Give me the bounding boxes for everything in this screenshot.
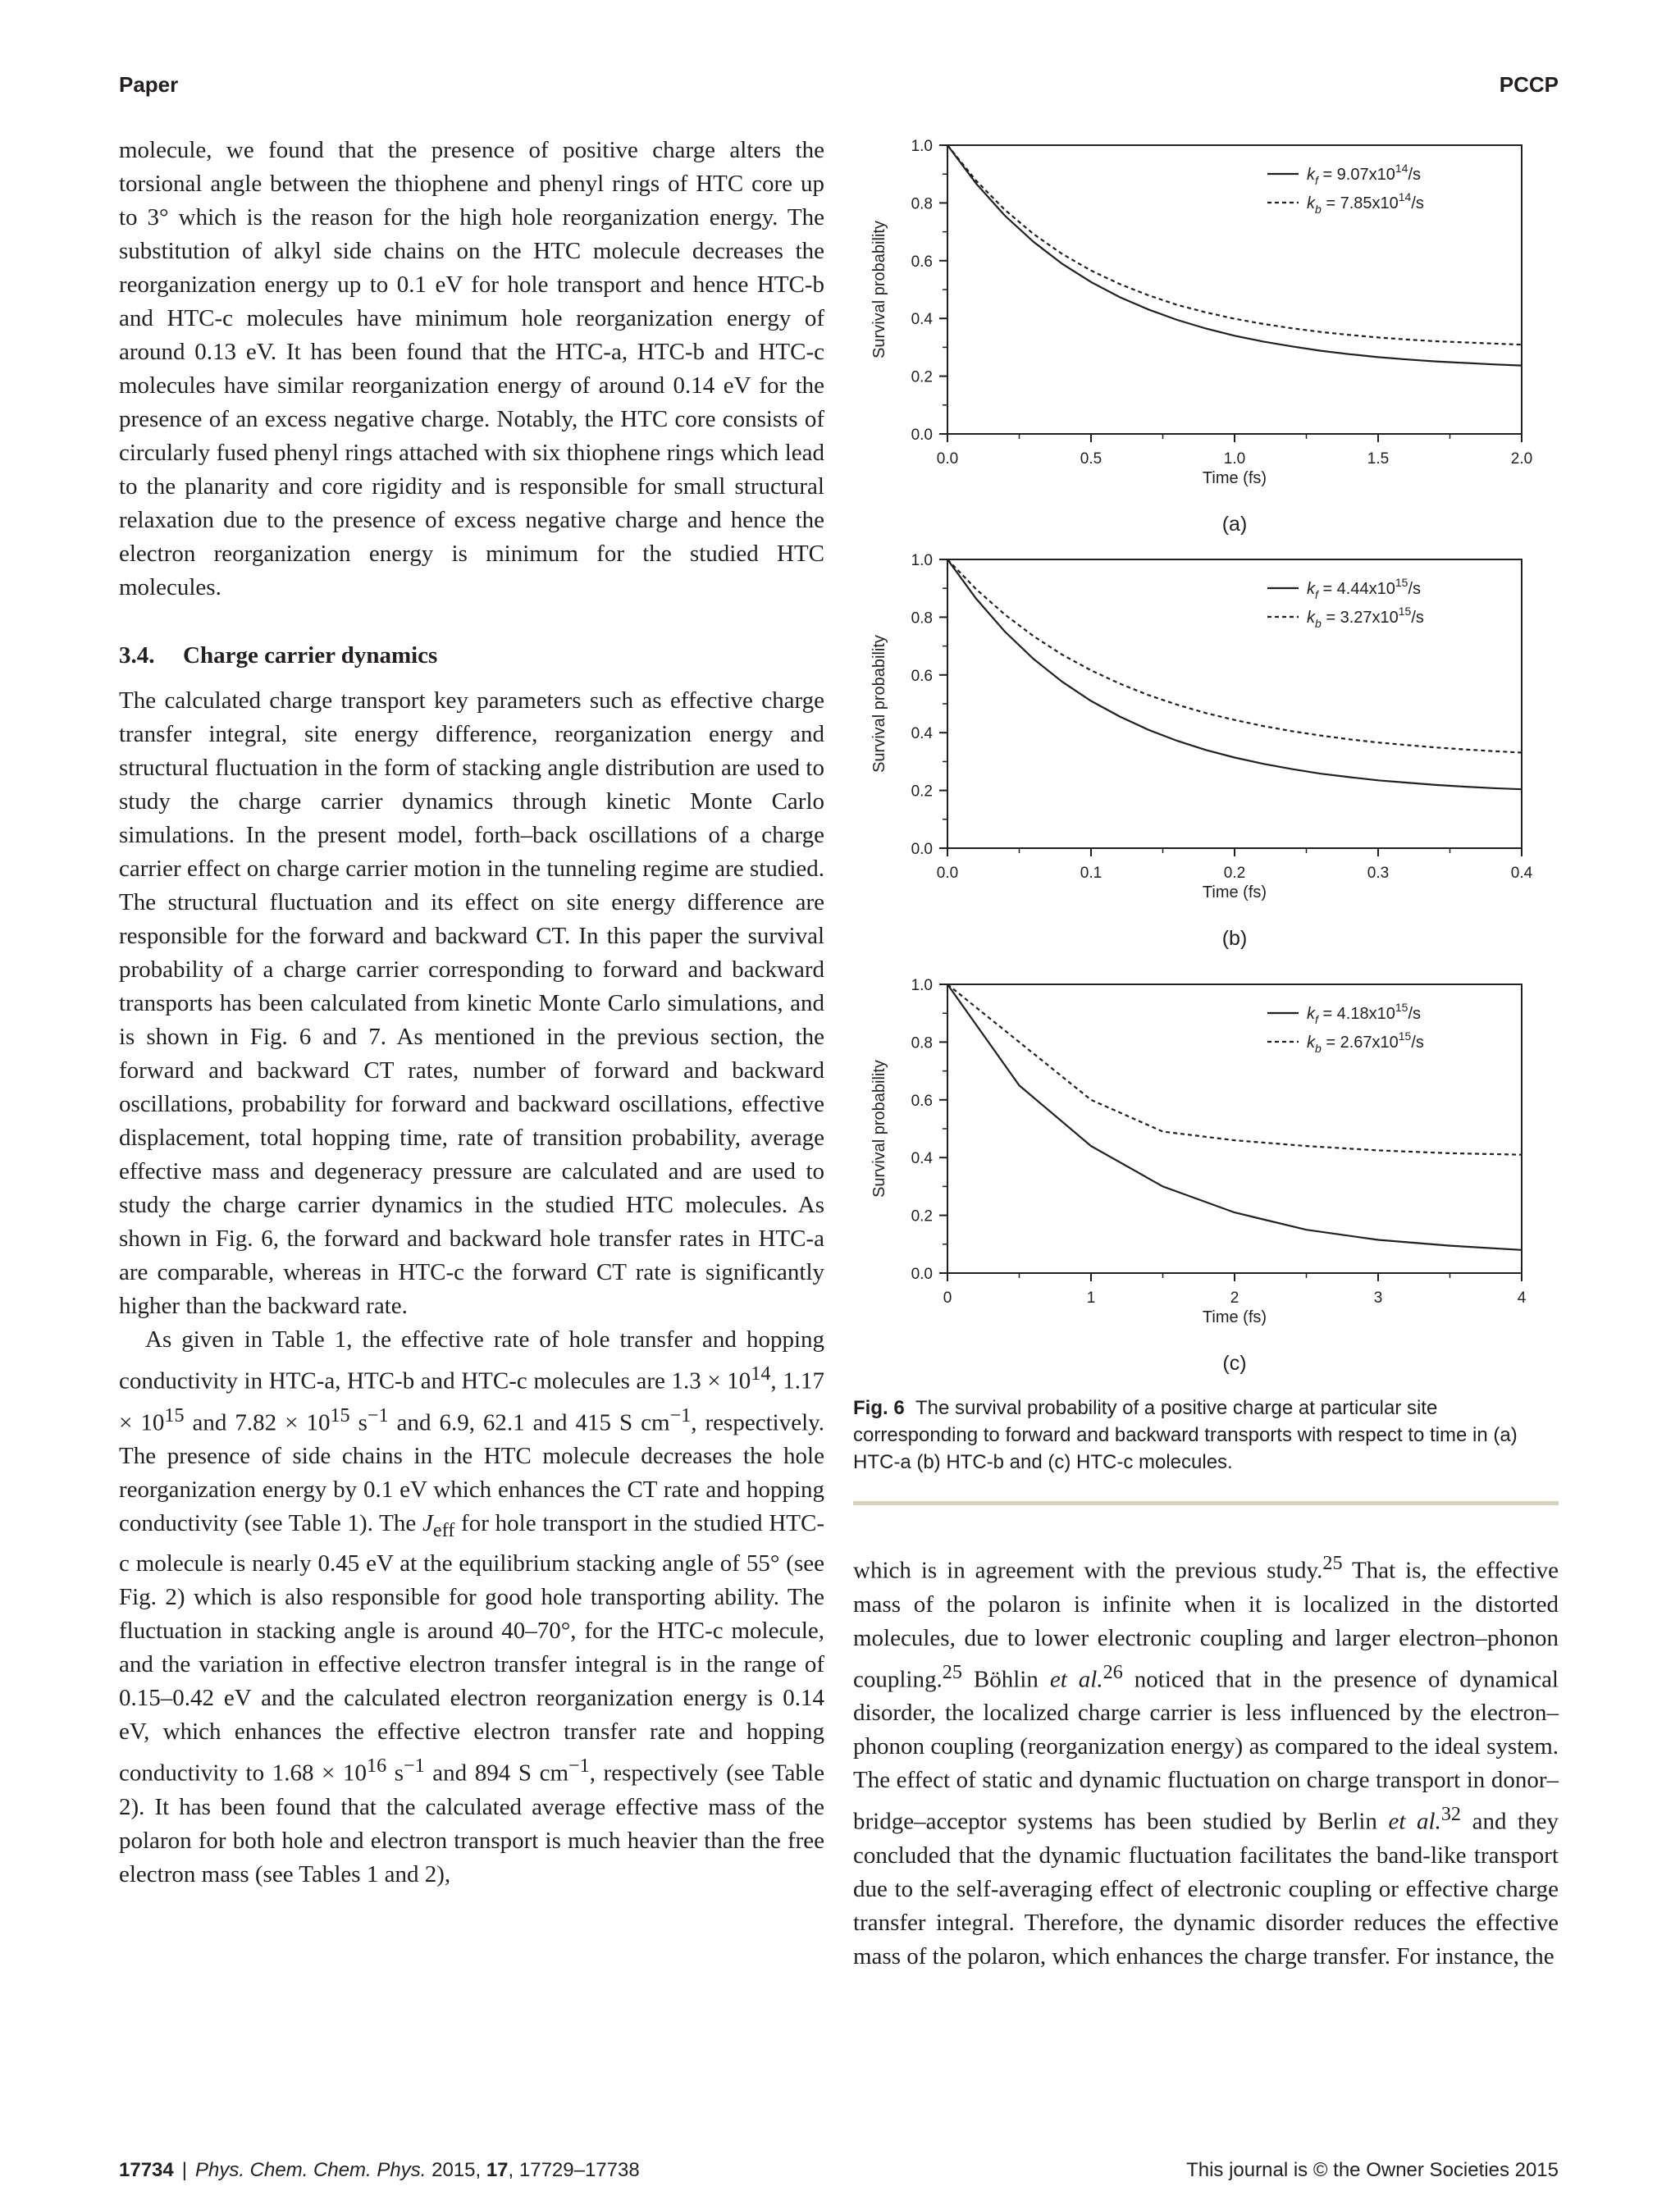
figure-panel-a [853,135,1567,545]
figure-caption [853,1394,1559,1476]
section-number: 3.4. [119,642,155,669]
x-tick-label: 4 [1517,1289,1527,1307]
y-tick-label: 0.2 [911,368,933,386]
y-tick-label: 0.2 [911,783,933,801]
legend-entry: $k_b = 3.27x10^{15}/s$ [1307,605,1424,630]
legend-entry: $k_b = 2.67x10^{15}/s$ [1307,1029,1424,1055]
x-tick-label: 1.5 [1367,450,1390,468]
x-tick-label: 1.0 [1223,450,1246,468]
legend-entry: $k_f = 9.07x10^{14}/s$ [1307,162,1421,187]
footer-copyright: This journal is © the Owner Societies 2015 [1186,2159,1559,2181]
y-tick-label: 1.0 [911,552,933,569]
y-tick-label: 1.0 [911,138,933,155]
x-tick-label: 0.2 [1223,865,1246,882]
x-tick-label: 2 [1230,1289,1239,1307]
header-section-label: Paper [119,72,179,97]
figure-panel-c [853,974,1567,1385]
y-tick-label: 0.8 [911,1034,933,1052]
x-axis-label: Time (fs) [1202,883,1267,901]
legend-entry: $k_b = 7.85x10^{14}/s$ [1307,190,1424,216]
x-tick-label: 0 [943,1289,952,1307]
x-tick-label: 1 [1086,1289,1096,1307]
y-tick-label: 0.4 [911,725,933,743]
chart-c [853,974,1567,1385]
series-line-backward [947,145,1522,345]
y-tick-label: 0.6 [911,667,933,685]
x-tick-label: 0.3 [1367,865,1390,882]
caption-rule [853,1501,1559,1505]
right-column [853,1546,1559,1974]
legend-entry: $k_f = 4.18x10^{15}/s$ [1307,1001,1421,1026]
figure-panel-b [853,550,1567,960]
y-tick-label: 0.4 [911,311,933,329]
section-title: Charge carrier dynamics [183,642,438,669]
x-tick-label: 0.0 [936,450,959,468]
y-tick-label: 0.8 [911,609,933,628]
caption-label: Fig. 6 [853,1397,905,1419]
panel-label: (c) [1222,1352,1247,1375]
plot-frame [947,559,1522,848]
x-tick-label: 0.0 [936,865,959,882]
x-tick-label: 0.5 [1080,450,1102,468]
series-line-forward [947,984,1522,1250]
paragraph: The calculated charge transport key parameters such as effective charge transfer integral, site energy difference, reorganization energy and structural fluctuation in the form of stacking angle distribution are used to study the charge carrier dynamics through kinetic Monte Carlo simulations. In the present model, forth–back oscillations of a charge carrier effect on charge carrier motion in the tunneling regime are studied. The structural fluctuation and its effect on site energy difference are responsible for the forward and backward CT. In this paper the survival probability of a charge carrier corresponding to forward and backward transports has been calculated from kinetic Monte Carlo simulations, and is shown in Fig. 6 and 7. As mentioned in the previous section, the forward and backward CT rates, number of forward and backward oscillations, probability for forward and backward oscillations, effective displacement, total hopping time, rate of transition probability, average effective mass and degeneracy pressure are calculated and are used to study the charge carrier dynamics in the studied HTC molecules. As shown in Fig. 6, the forward and backward hole transfer rates in HTC-a are comparable, whereas in HTC-c the forward CT rate is significantly higher than the backward rate. [119,687,824,1319]
x-tick-label: 2.0 [1510,450,1533,468]
series-line-backward [947,984,1522,1155]
header-journal-label: PCCP [1499,72,1559,97]
chart-b [853,550,1567,960]
y-tick-label: 0.0 [911,1266,933,1283]
caption-text: The survival probability of a positive charge at particular site corresponding to forward and backward transports with respect to time in (a) HTC-a (b) HTC-b and (c) HTC-c molecules. [853,1397,1518,1473]
x-axis-label: Time (fs) [1202,469,1267,487]
paragraph: which is in agreement with the previous study.$^{25}$ That is, the effective mass of the polaron is infinite when it is localized in the distorted molecules, due to lower electronic coupling and larger electron–phonon coupling.$^{25}$ Böhlin et al.$^{26}$ noticed that in the presence of dynamical disorder, the localized charge carrier is less influenced by the electron–phonon coupling (reorganization energy) as compared to the ideal system. The effect of static and dynamic fluctuation on charge transport in donor–bridge–acceptor systems has been studied by Berlin et al.$^{32}$ and they concluded that the dynamic fluctuation facilitates the band-like transport due to the self-averaging effect of electronic coupling or effective charge transfer integral. Therefore, the dynamic disorder reduces the effective mass of the polaron, which enhances the charge transfer. For instance, the [853,1552,1559,1970]
section-heading [119,639,824,673]
y-axis-label: Survival probability [870,635,888,773]
panel-label: (a) [1221,513,1248,536]
paragraph: As given in Table 1, the effective rate of hole transfer and hopping conductivity in HTC-a, HTC-b and HTC-c molecules are $1.3 \times 10^{14}$, $1.17 \times 10^{15}$ and $7.82 \times 10^{15}$ $s^{-1}$ and 6.9, 62.1 and 415 S $cm^{-1}$, respectively. The presence of side chains in the HTC molecule decreases the hole reorganization energy by 0.1 eV which enhances the CT rate and hopping conductivity (see Table 1). The $J_{eff}$ for hole transport in the studied HTC-c molecule is nearly 0.45 eV at the equilibrium stacking angle of 55° (see Fig. 2) which is also responsible for good hole transporting ability. The fluctuation in stacking angle is around 40–70°, for the HTC-c molecule, and the variation in effective electron transfer integral is in the range of 0.15–0.42 eV and the calculated electron reorganization energy is 0.14 eV, which enhances the effective electron transfer rate and hopping conductivity to $1.68 \times 10^{16}$ $s^{-1}$ and 894 S $cm^{-1}$, respectively (see Table 2). It has been found that the calculated average effective mass of the polaron for both hole and electron transport is much heavier than the free electron mass (see Tables 1 and 2), [119,1326,825,1887]
y-tick-label: 0.0 [911,841,933,858]
y-tick-label: 0.2 [911,1207,933,1226]
y-axis-label: Survival probability [870,221,888,358]
y-tick-label: 0.8 [911,195,933,213]
journal-name: Phys. Chem. Chem. Phys. [194,2159,427,2181]
x-tick-label: 0.1 [1080,865,1102,882]
plot-frame [947,145,1522,434]
plot-frame [947,984,1522,1273]
chart-a [853,135,1567,545]
y-tick-label: 0.6 [911,1092,933,1110]
series-line-forward [947,145,1522,366]
y-tick-label: 1.0 [911,977,933,994]
x-tick-label: 0.4 [1510,865,1533,882]
y-axis-label: Survival probability [870,1060,888,1198]
y-tick-label: 0.0 [911,427,933,444]
paragraph: molecule, we found that the presence of positive charge alters the torsional angle between the thiophene and phenyl rings of HTC core up to 3° which is the reason for the high hole reorganization energy. The substitution of alkyl side chains on the HTC molecule decreases the reorganization energy up to 0.1 eV for hole transport and hence HTC-b and HTC-c molecules have minimum hole reorganization energy of around 0.13 eV. It has been found that the HTC-a, HTC-b and HTC-c molecules have similar reorganization energy of around 0.14 eV for the presence of an excess negative charge. Notably, the HTC core consists of circularly fused phenyl rings attached with six thiophene rings which lead to the planarity and core rigidity and is responsible for small structural relaxation due to the presence of excess negative charge and hence the electron reorganization energy is minimum for the studied HTC molecules. [119,137,824,600]
y-tick-label: 0.4 [911,1150,933,1168]
x-axis-label: Time (fs) [1202,1308,1267,1326]
y-tick-label: 0.6 [911,253,933,271]
series-line-backward [947,559,1522,753]
x-tick-label: 3 [1373,1289,1383,1307]
panel-label: (b) [1221,927,1248,950]
left-column [119,134,824,1892]
legend-entry: $k_f = 4.44x10^{15}/s$ [1307,576,1421,601]
page-number: 17734 [119,2159,174,2181]
footer-citation: 17734 | Phys. Chem. Chem. Phys. 2015, 17, 17729–17738 [119,2159,640,2181]
series-line-forward [947,559,1522,789]
